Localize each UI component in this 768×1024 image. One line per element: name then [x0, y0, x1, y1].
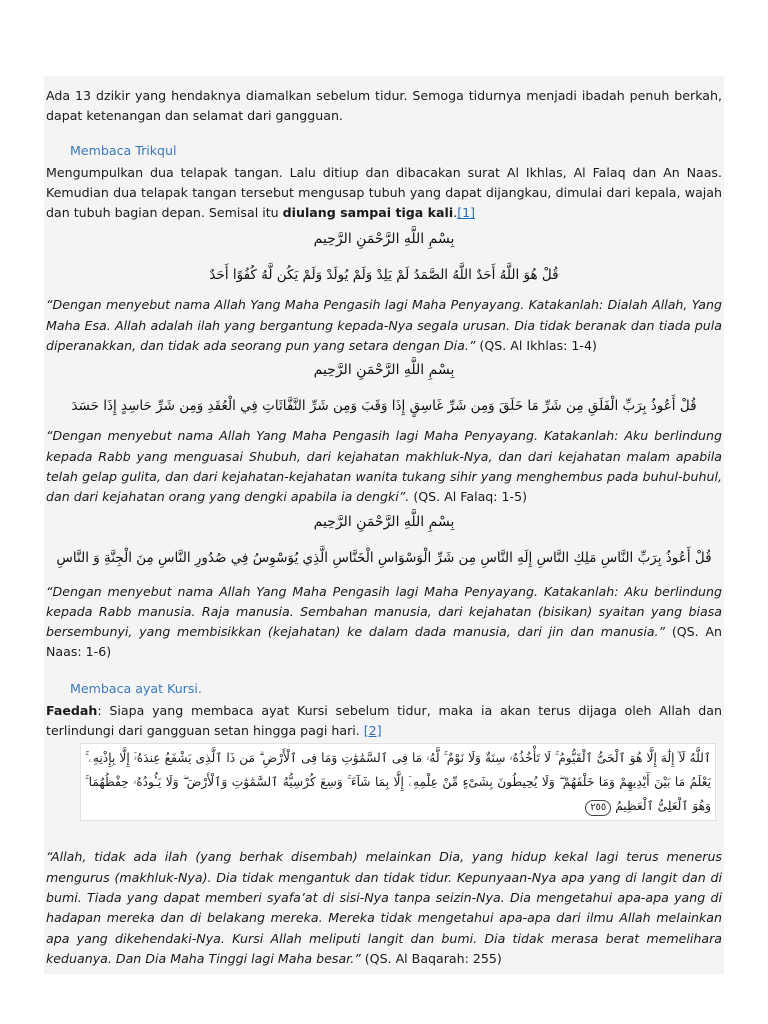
translation-ayat-kursi: “Allah, tidak ada ilah (yang berhak disembah) melainkan Dia, yang hidup kekal lagi terus menerus mengurus (makhluk-Nya). Dia tidak mengantuk dan tidak tidur. Kepunyaan-Nya apa yang di langit dan di bumi. Tiada yang dapat memberi syafa’at di sisi-Nya tanpa seizin-Nya. Dia mengetahui apa-apa yang di hadapan mereka dan di belakang mereka. Mereka tidak mengetahui apa-apa dari ilmu Allah melainkan apa yang dikehendaki-Nya. Kursi Allah meliputi langit dan bumi. Dia tidak merasa berat memelihara keduanya. Dan Dia Maha Tinggi lagi Maha besar.” (QS. Al Baqarah: 255)	[46, 849, 722, 966]
basmalah-ikhlas: بِسْمِ اللَّهِ الرَّحْمَنِ الرَّحِيم	[313, 231, 455, 248]
translation-an-naas: “Dengan menyebut nama Allah Yang Maha Pengasih lagi Maha Penyayang. Katakanlah: Aku berlindung kepada Rabb manusia. Raja manusia. Sembahan manusia, dari kejahatan (bisikan) syaitan yang biasa bersembunyi, yang membisikkan (kejahatan) ke dalam dada manusia, dari jin dan manusia.” (QS. An Naas: 1-6)	[46, 583, 722, 660]
ayah-number-badge: ٢٥٥	[585, 800, 611, 816]
footnote-link-1[interactable]: [1]	[457, 205, 476, 221]
emphasis-text: diulang sampai tiga kali	[282, 205, 454, 221]
kursi-benefit: Faedah: Siapa yang membaca ayat Kursi sebelum tidur, maka ia akan terus dijaga oleh Allah dan terlindungi dari gangguan setan hingga pagi hari. [2]	[46, 702, 722, 739]
footnote-link-2[interactable]: [2]	[363, 723, 382, 739]
arabic-an-naas: قُلْ أَعُوذُ بِرَبِّ النَّاسِ مَلِكِ النَّاسِ إِلَهِ النَّاسِ مِن شَرِّ الْوَسْوَاسِ الْخَنَّاسِ الَّذِي يُوَسْوِسُ فِي صُدُورِ النَّاسِ مِنَ الْجِنَّةِ وَ النَّاسِ	[56, 549, 712, 566]
section-heading-ayat-kursi: Membaca ayat Kursi.	[70, 680, 202, 696]
intro-paragraph: Ada 13 dzikir yang hendaknya diamalkan sebelum tidur. Semoga tidurnya menjadi ibadah penuh berkah, dapat ketenangan dan selamat dari gangguan.	[46, 88, 722, 124]
section-heading-trikqul: Membaca Trikqul	[70, 142, 177, 158]
article-body	[46, 84, 722, 969]
source-al-falaq: (QS. Al Falaq: 1-5)	[409, 489, 528, 505]
source-ayat-kursi: (QS. Al Baqarah: 255)	[360, 950, 502, 966]
arabic-al-falaq: قُلْ أَعُوذُ بِرَبِّ الْفَلَقِ مِن شَرِّ مَا خَلَقَ وَمِن شَرِّ غَاسِقٍ إِذَا وَقَبَ وَمِن شَرِّ النَّفَّاثَاتِ فِي الْعُقَدِ وَمِن شَرِّ حَاسِدٍ إِذَا حَسَدَ	[71, 398, 697, 415]
ayat-kursi-arabic: ٱللَّهُ لَآ إِلَٰهَ إِلَّا هُوَ ٱلْحَىُّ ٱلْقَيُّومُ ۚ لَا تَأْخُذُهُۥ سِنَةٌ وَلَا نَوْمٌ ۚ لَّهُۥ مَا فِى ٱلسَّمَٰوَٰتِ وَمَا فِى ٱلْأَرْضِ ۗ مَن ذَا ٱلَّذِى يَشْفَعُ عِندَهُۥٓ إِلَّا بِإِذْنِهِۦ ۚ يَعْلَمُ مَا بَيْنَ أَيْدِيهِمْ وَمَا خَلْفَهُمْ ۖ وَلَا يُحِيطُونَ بِشَىْءٍ مِّنْ عِلْمِهِۦٓ إِلَّا بِمَا شَآءَ ۚ وَسِعَ كُرْسِيُّهُ ٱلسَّمَٰوَٰتِ وَٱلْأَرْضَ ۖ وَلَا يَـُٔودُهُۥ حِفْظُهُمَا ۚ وَهُوَ ٱلْعَلِىُّ ٱلْعَظِيمُ ٢٥٥	[80, 743, 716, 821]
translation-al-falaq: “Dengan menyebut nama Allah Yang Maha Pengasih lagi Maha Penyayang. Katakanlah: Aku berlindung kepada Rabb yang menguasai Shubuh, dari kejahatan makhluk-Nya, dan dari kejahatan malam apabila telah gelap gulita, dan dari kejahatan-kejahatan wanita tukang sihir yang menghembus pada buhul-buhul, dan dari kejahatan orang yang dengki apabila ia dengki”. (QS. Al Falaq: 1-5)	[46, 428, 722, 505]
basmalah-falaq: بِسْمِ اللَّهِ الرَّحْمَنِ الرَّحِيم	[313, 362, 455, 379]
arabic-al-ikhlas: قُلْ هُوَ اللَّهُ أَحَدٌ اللَّهُ الصَّمَدُ لَمْ يَلِدْ وَلَمْ يُولَدْ وَلَمْ يَكُن لَّهُ كُفُوًا أَحَدٌ	[209, 267, 559, 284]
basmalah-naas: بِسْمِ اللَّهِ الرَّحْمَنِ الرَّحِيم	[313, 513, 455, 530]
translation-al-ikhlas: “Dengan menyebut nama Allah Yang Maha Pengasih lagi Maha Penyayang. Katakanlah: Dialah Allah, Yang Maha Esa. Allah adalah ilah yang bergantung kepada-Nya segala urusan. Dia tidak beranak dan tiada pula diperanakkan, dan tidak ada seorang pun yang setara dengan Dia.” (QS. Al Ikhlas: 1-4)	[46, 297, 722, 354]
trikqul-description: Mengumpulkan dua telapak tangan. Lalu ditiup dan dibacakan surat Al Ikhlas, Al Falaq dan An Naas. Kemudian dua telapak tangan tersebut mengusap tubuh yang dapat dijangkau, dimulai dari kepala, wajah dan tubuh bagian depan. Semisal itu diulang sampai tiga kali.[1]	[46, 164, 722, 221]
faedah-label: Faedah	[46, 702, 98, 718]
source-al-ikhlas: (QS. Al Ikhlas: 1-4)	[475, 338, 597, 354]
source-an-naas: (QS. An Naas: 1-6)	[46, 624, 722, 660]
